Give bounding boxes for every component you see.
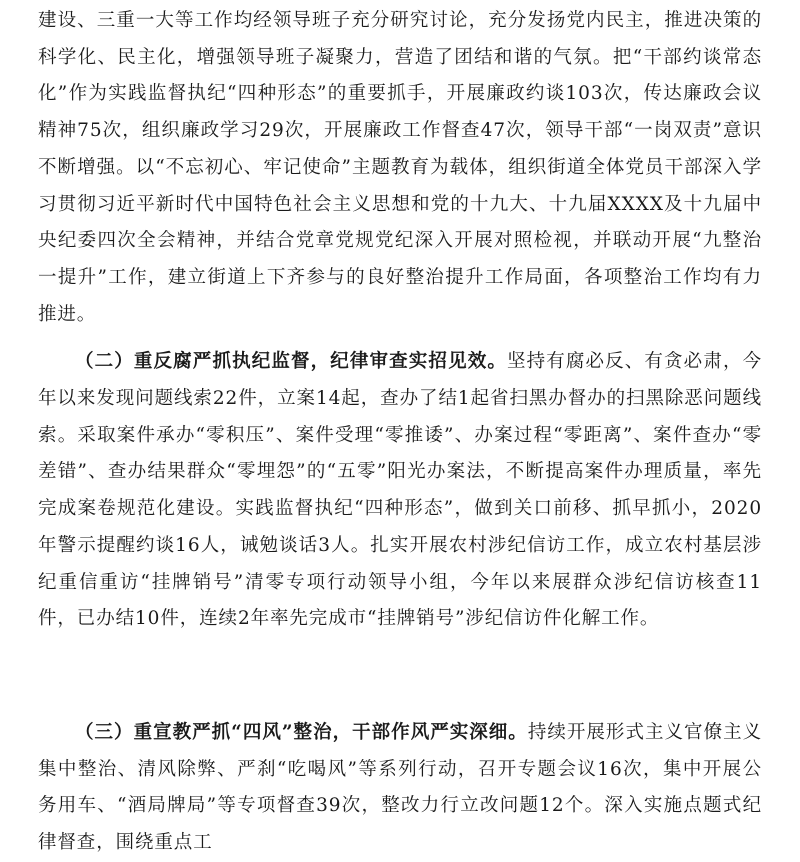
paragraph-2 (38, 344, 762, 638)
section-heading-3: （三）重宣教严抓“四风”整治，干部作风严实深细。 (75, 721, 528, 743)
paragraph-2-body: 坚持有腐必反、有贪必肃，今年以来发现问题线索22件，立案14起，查办了结1起省扫黑办督办的扫黑除恶问题线索。采取案件承办“零积压”、案件受理“零推诿”、办案过程“零距离”、案件查办“零差错”、查办结果群众“零埋怨”的“五零”阳光办案法，不断提高案件办理质量，率先完成案卷规范化建设。实践监督执纪“四种形态”，做到关口前移、抓早抓小，2020年警示提醒约谈16人，诫勉谈话3人。扎实开展农村涉纪信访工作，成立农村基层涉纪重信重访“挂牌销号”清零专项行动领导小组，今年以来展群众涉纪信访核查11件，已办结10件，连续2年率先完成市“挂牌销号”涉纪信访件化解工作。 (38, 351, 762, 630)
section-heading-2: （二）重反腐严抓执纪监督，纪律审查实招见效。 (75, 351, 507, 373)
paragraph-1-body: 建设、三重一大等工作均经领导班子充分研究讨论，充分发扬党内民主，推进决策的科学化、民主化，增强领导班子凝聚力，营造了团结和谐的气氛。把“干部约谈常态化”作为实践监督执纪“四种形态”的重要抓手，开展廉政约谈103次，传达廉政会议精神75次，组织廉政学习29次，开展廉政工作督查47次，领导干部“一岗双责”意识不断增强。以“不忘初心、牢记使命”主题教育为载体，组织街道全体党员干部深入学习贯彻习近平新时代中国特色社会主义思想和党的十九大、十九届XXXX及十九届中央纪委四次全会精神，并结合党章党规党纪深入开展对照检视，并联动开展“九整治一提升”工作，建立街道上下齐参与的良好整治提升工作局面，各项整治工作均有力推进。 (38, 10, 762, 325)
paragraph-3-body: 持续开展形式主义官僚主义集中整治、清风除弊、严刹“吃喝风”等系列行动，召开专题会议16次，集中开展公务用车、“酒局牌局”等专项督查39次，整改力行立改问题12个。深入实施点题式纪律督查，围绕重点工 (38, 721, 762, 854)
document-page (38, 0, 762, 862)
paragraph-3 (38, 715, 762, 862)
paragraph-1 (38, 3, 762, 333)
